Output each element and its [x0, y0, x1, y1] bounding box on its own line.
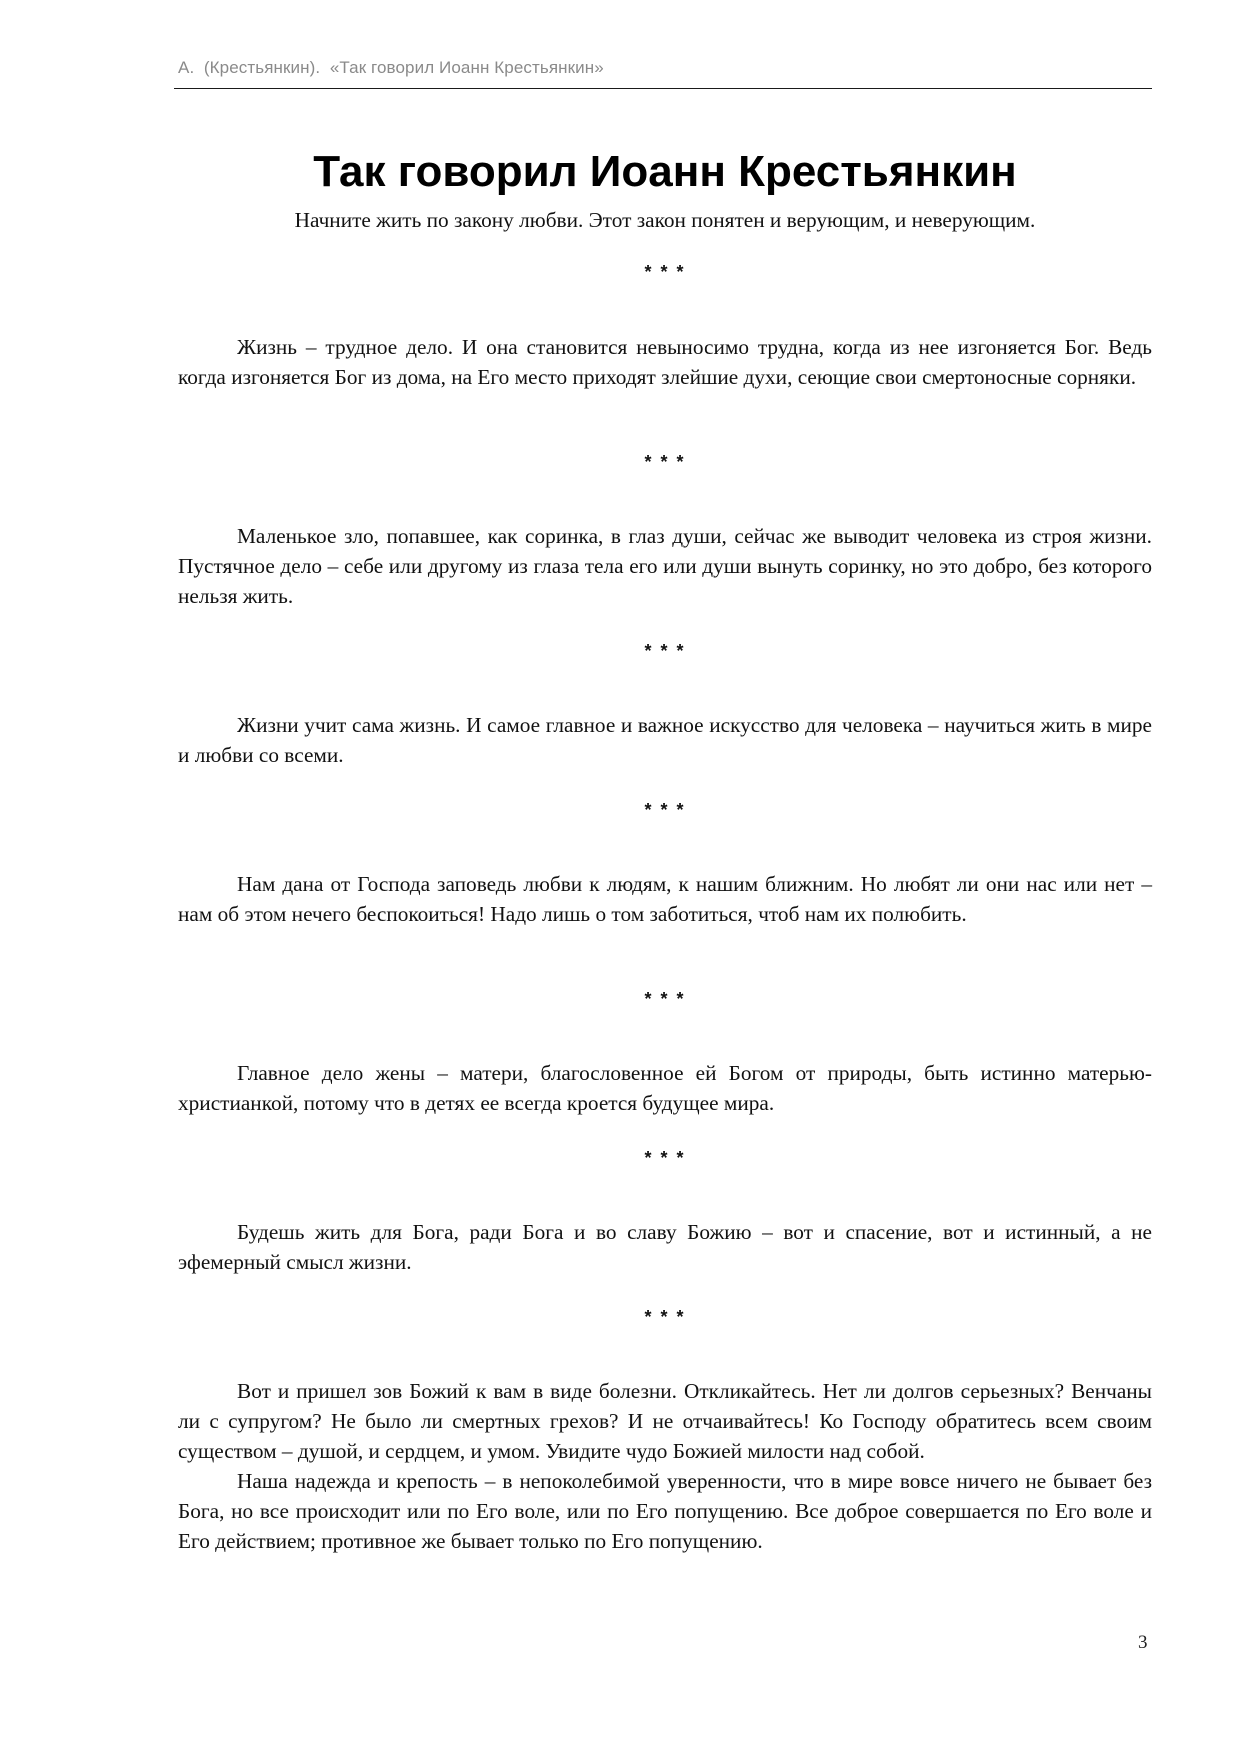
- section-3: [178, 710, 1152, 770]
- section-7: [178, 1376, 1152, 1556]
- section-separator: * * *: [644, 1307, 686, 1327]
- section-2: [178, 521, 1152, 611]
- page-title: Так говорил Иоанн Крестьянкин: [313, 147, 1017, 196]
- epigraph: Начните жить по закону любви. Этот закон понятен и верующим, и неверующим.: [294, 208, 1036, 232]
- paragraph: Жизнь – трудное дело. И она становится невыносимо трудна, когда из нее изгоняется Бог. Ведь когда изгоняется Бог из дома, на Его место приходят злейшие духи, сеющие свои смертоносные сорняки.: [178, 335, 1152, 389]
- section-4: [178, 869, 1152, 929]
- section-6: [178, 1217, 1152, 1277]
- paragraph: Жизни учит сама жизнь. И самое главное и важное искусство для человека – научиться жить в мире и любви со всеми.: [178, 713, 1152, 767]
- section-separator: * * *: [644, 1148, 686, 1168]
- section-separator: * * *: [644, 989, 686, 1009]
- paragraph: Вот и пришел зов Божий к вам в виде болезни. Откликайтесь. Нет ли долгов серьезных? Венчаны ли с супругом? Не было ли смертных грехов? И не отчаивайтесь! Ко Господу обратитесь всем своим существом – душой, и сердцем, и умом. Увидите чудо Божией милости над собой.: [178, 1379, 1152, 1463]
- paragraph: Главное дело жены – матери, благословенное ей Богом от природы, быть истинно матерью-христианкой, потому что в детях ее всегда кроется будущее мира.: [178, 1061, 1152, 1115]
- paragraph: Маленькое зло, попавшее, как соринка, в глаз души, сейчас же выводит человека из строя жизни. Пустячное дело – себе или другому из глаза тела его или души вынуть соринку, но это добро, без которого нельзя жить.: [178, 524, 1152, 608]
- section-1: [178, 332, 1152, 392]
- paragraph: Нам дана от Господа заповедь любви к людям, к нашим ближним. Но любят ли они нас или нет – нам об этом нечего беспокоиться! Надо лишь о том заботиться, чтоб нам их полюбить.: [178, 872, 1152, 926]
- section-separator: * * *: [644, 800, 686, 820]
- section-5: [178, 1058, 1152, 1118]
- section-separator: * * *: [644, 641, 686, 661]
- page-number: 3: [1138, 1632, 1148, 1653]
- running-head: А. (Крестьянкин). «Так говорил Иоанн Крестьянкин»: [178, 58, 604, 77]
- header-rule: [174, 88, 1152, 89]
- section-separator: * * *: [644, 452, 686, 472]
- paragraph: Наша надежда и крепость – в непоколебимой уверенности, что в мире вовсе ничего не бывает без Бога, но все происходит или по Его воле, или по Его попущению. Все доброе совершается по Его воле и Его действием; противное же бывает только по Его попущению.: [178, 1469, 1152, 1553]
- paragraph: Будешь жить для Бога, ради Бога и во славу Божию – вот и спасение, вот и истинный, а не эфемерный смысл жизни.: [178, 1220, 1152, 1274]
- section-separator: * * *: [644, 262, 686, 282]
